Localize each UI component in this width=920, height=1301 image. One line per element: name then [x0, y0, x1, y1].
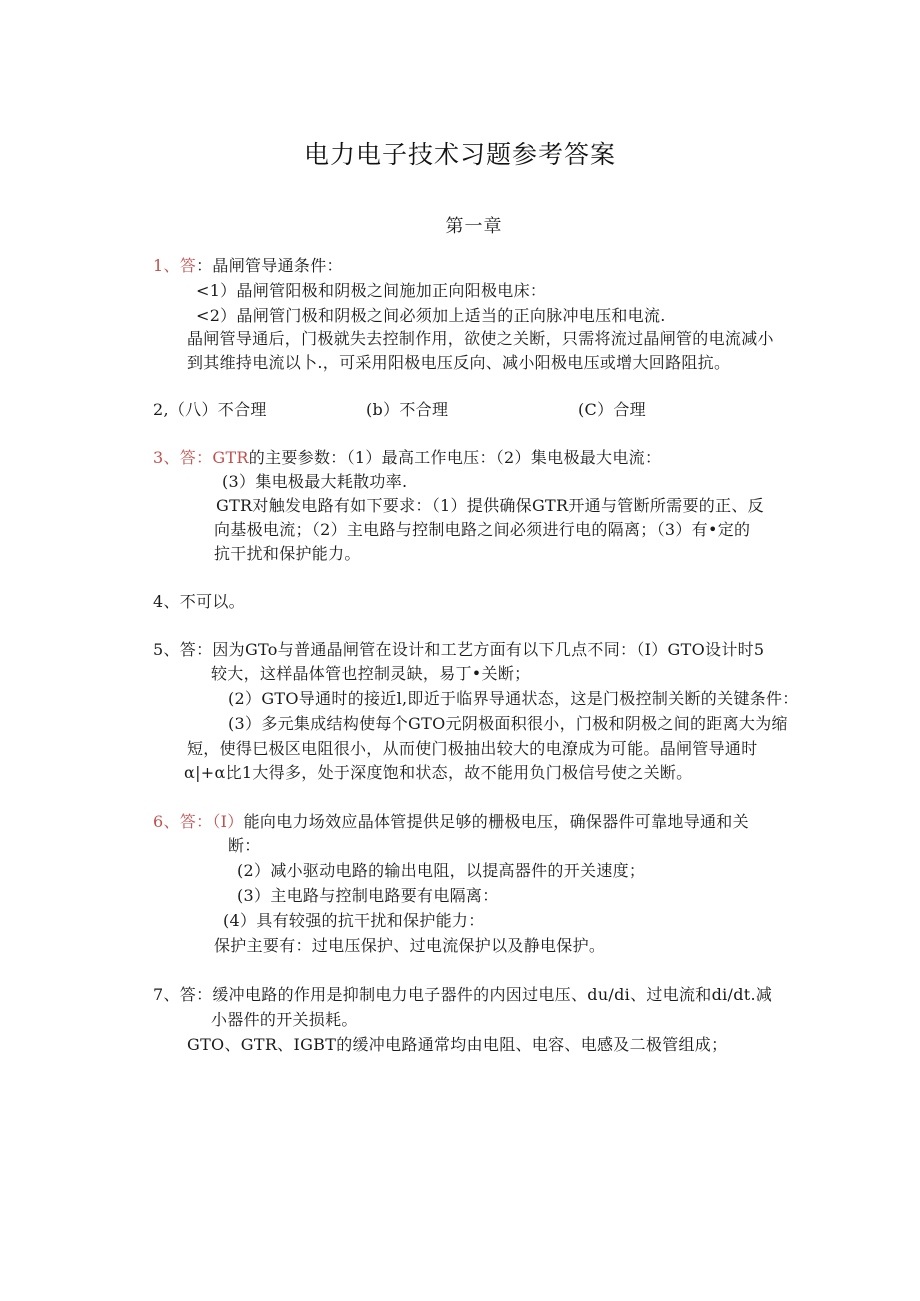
q2-answer-b: (b）不合理: [366, 400, 449, 419]
q6-line-2: (2）减小驱动电路的输出电阻，以提高器件的开关速度；: [237, 861, 646, 880]
q1-heading: ：晶闸管导通条件：: [196, 256, 343, 275]
page-title: 电力电子技术习题参考答案: [303, 140, 616, 169]
q3-line-4: 抗干扰和保护能力。: [214, 544, 361, 563]
q1-line-2: <2）晶闸管门极和阴极之间必须加上适当的正向脉冲电压和电流.: [196, 306, 666, 325]
q5-line-2: 较大，这样晶体管也控制灵缺，易丁•关断；: [211, 664, 531, 683]
chapter-heading: 第一章: [445, 216, 503, 237]
q3-heading: 的主要参数：（1）最高工作电压：（2）集电极最大电流：: [248, 448, 662, 467]
q1-heading-line: [153, 256, 343, 276]
q7-line-1: 7、答：缓冲电路的作用是抑制电力电子器件的内因过电压、du/di、过电流和di/dt.减: [153, 985, 773, 1004]
q5-line-4: (3）多元集成结构使每个GTO元阴极面积很小，门极和阴极之间的距离大为缩: [228, 714, 788, 733]
q5-line-3: (2）GTO导通时的接近l,即近于临界导通状态，这是门极控制关断的关键条件：: [228, 689, 799, 708]
q6-line-3: (3）主电路与控制电路要有电隔离：: [237, 886, 499, 905]
q3-line-3: 向基极电流；（2）主电路与控制电路之间必须进行电的隔离；（3）有•定的: [214, 520, 751, 539]
q5-line-6: α|+α比1大得多，处于深度饱和状态，故不能用负门极信号使之关断。: [184, 763, 693, 782]
q7-line-3: GTO、GTR、IGBT的缓冲电路通常均由电阻、电容、电感及二极管组成；: [187, 1035, 728, 1054]
q2-answer-a: 2,（八）不合理: [153, 400, 267, 419]
q5-line-1: 5、答：因为GTo与普通晶闸管在设计和工艺方面有以下几点不同：（I）GTO设计时5: [153, 640, 765, 659]
q1-line-1: <1）晶闸管阳极和阴极之间施加正向阳极电床：: [196, 281, 547, 300]
q3-line-2: GTR对触发电路有如下要求：（1）提供确保GTR开通与管断所需要的正、反: [216, 496, 764, 515]
q6-line-5: 保护主要有：过电压保护、过电流保护以及静电保护。: [214, 936, 606, 955]
q7-line-2: 小器件的开关损耗。: [211, 1010, 358, 1029]
q6-heading: 能向电力场效应晶体管提供足够的栅极电压，确保器件可靠地导通和关: [243, 812, 749, 831]
q6-heading-line: [153, 812, 749, 832]
q6-line-4: (4）具有较强的抗干扰和保护能力：: [223, 911, 485, 930]
q3-heading-line: [153, 448, 661, 468]
q1-number: 1、答: [153, 256, 197, 275]
q3-line-1: (3）集电极最大耗散功率.: [222, 472, 408, 491]
q6-line-1: 断：: [228, 836, 261, 855]
q1-line-3: 晶闸管导通后，门极就失去控制作用，欲使之关断，只需将流过晶闸管的电流减小: [187, 329, 774, 348]
q6-number: 6、答：（I）: [153, 812, 244, 831]
q1-line-4: 到其维持电流以卜.，可采用阳极电压反向、减小阳极电压或增大回路阻抗。: [187, 353, 731, 372]
q4-answer: 4、不可以。: [153, 592, 245, 611]
q5-line-5: 短，使得巳极区电阻很小，从而使门极抽出较大的电潦成为可能。晶闸管导通时: [187, 739, 758, 758]
q2-answer-c: (C）合理: [578, 400, 646, 419]
q3-number: 3、答：GTR: [153, 448, 249, 467]
